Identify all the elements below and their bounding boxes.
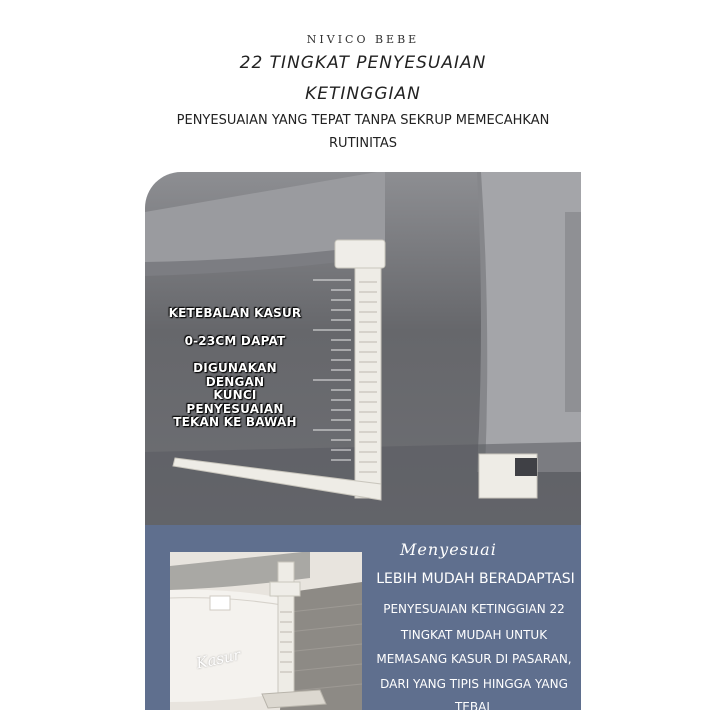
feature-bold-title: LEBIH MUDAH BERADAPTASI (376, 571, 575, 587)
feature-desc-line-4: DARI YANG TIPIS HINGGA YANG (380, 677, 568, 691)
overlay-line-1: KETEBALAN KASUR (168, 306, 302, 320)
feature-desc-line-1: PENYESUAIAN KETINGGIAN 22 (383, 602, 565, 616)
headline-line-1: 22 TINGKAT PENYESUAIAN (239, 53, 487, 73)
overlay-line-3: DIGUNAKAN DENGAN (193, 361, 277, 389)
feature-desc-line-3: MEMASANG KASUR DI PASARAN, (376, 652, 572, 666)
bed-rail-photo (145, 172, 581, 525)
feature-desc-line-5: TEBAL (454, 700, 494, 714)
overlay-line-5: TEKAN KE BAWAH (173, 415, 297, 429)
bed-rail-illustration (145, 172, 581, 525)
feature-script-title: Menyesuai (400, 540, 497, 559)
headline-line-2: KETINGGIAN (305, 84, 421, 104)
subtitle-line-2: RUTINITAS (329, 136, 397, 151)
subtitle-line-1: PENYESUAIAN YANG TEPAT TANPA SEKRUP MEMECAHKAN (176, 113, 550, 128)
feature-desc-line-2: TINGKAT MUDAH UNTUK (400, 628, 548, 642)
overlay-line-4: KUNCI PENYESUAIAN (186, 388, 284, 416)
inset-label: Kasur (194, 645, 243, 673)
brand-name: NIVICO BEBE (306, 33, 420, 46)
mattress-illustration (170, 552, 362, 710)
mattress-inset-photo (170, 552, 362, 710)
overlay-line-2: 0-23CM DAPAT (184, 334, 286, 348)
